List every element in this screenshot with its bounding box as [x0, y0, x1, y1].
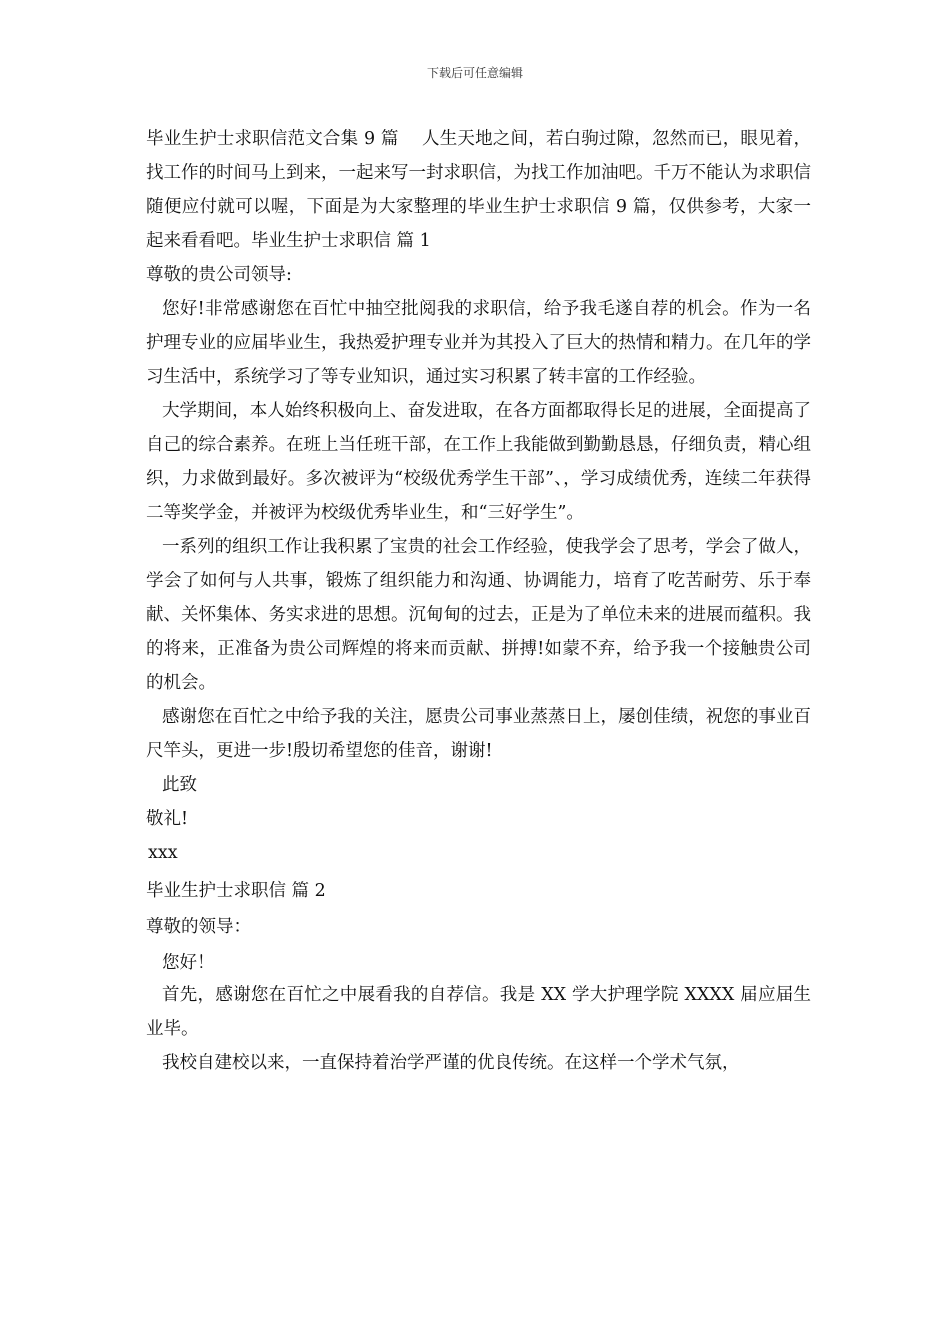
body-paragraph: 一系列的组织工作让我积累了宝贵的社会工作经验，使我学会了思考，学会了做人，学会了如何与人共事，锻炼了组织能力和沟通、协调能力，培育了吃苦耐劳、乐于奉献、关怀集体、务实求进的思想。沉甸甸的过去，正是为了单位未来的进展而蕴积。我的将来，正准备为贵公司辉煌的将来而贡献、拼搏!如蒙不弃，给予我一个接触贵公司的机会。	[146, 537, 811, 693]
signature: xxx	[148, 843, 178, 863]
body-paragraph: 首先，感谢您在百忙之中展看我的自荐信。我是 XX 学大护理学院 XXXX 届应届生业毕。	[146, 985, 811, 1039]
intro-paragraph: 毕业生护士求职信范文合集 9 篇 人生天地之间，若白驹过隙，忽然而已，眼见着，找工作的时间马上到来，一起来写一封求职信，为找工作加油吧。千万不能认为求职信随便应付就可以喔，下面是为大家整理的毕业生护士求职信 9 篇，仅供参考，大家一起来看看吧。毕业生护士求职信 篇 1	[146, 129, 811, 251]
salutation-1: 尊敬的贵公司领导:	[146, 265, 292, 285]
closing-regards: 敬礼!	[146, 809, 189, 829]
greeting: 您好！	[162, 953, 215, 973]
closing-phrase: 此致	[162, 775, 197, 795]
body-paragraph: 您好!非常感谢您在百忙中抽空批阅我的求职信，给予我毛遂自荐的机会。作为一名护理专业的应届毕业生，我热爱护理专业并为其投入了巨大的热情和精力。在几年的学习生活中，系统学习了等专业知识，通过实习积累了转丰富的工作经验。	[146, 299, 811, 387]
body-paragraph: 大学期间，本人始终积极向上、奋发进取，在各方面都取得长足的进展，全面提高了自己的综合素养。在班上当任班干部，在工作上我能做到勤勤恳恳，仔细负责，精心组织，力求做到最好。多次被评为“校级优秀学生干部”、，学习成绩优秀，连续二年获得二等奖学金，并被评为校级优秀毕业生，和“三好学生”。	[146, 401, 811, 523]
letter-body	[146, 122, 811, 1080]
page-header: 下载后可任意编辑	[426, 66, 523, 80]
body-paragraph: 我校自建校以来，一直保持着治学严谨的优良传统。在这样一个学术气氛，	[162, 1053, 740, 1073]
body-paragraph: 感谢您在百忙之中给予我的关注，愿贵公司事业蒸蒸日上，屡创佳绩，祝您的事业百尺竿头，更进一步!殷切希望您的佳音，谢谢!	[146, 707, 811, 761]
section-heading-2: 毕业生护士求职信 篇 2	[146, 881, 326, 901]
salutation-2: 尊敬的领导：	[146, 917, 251, 937]
